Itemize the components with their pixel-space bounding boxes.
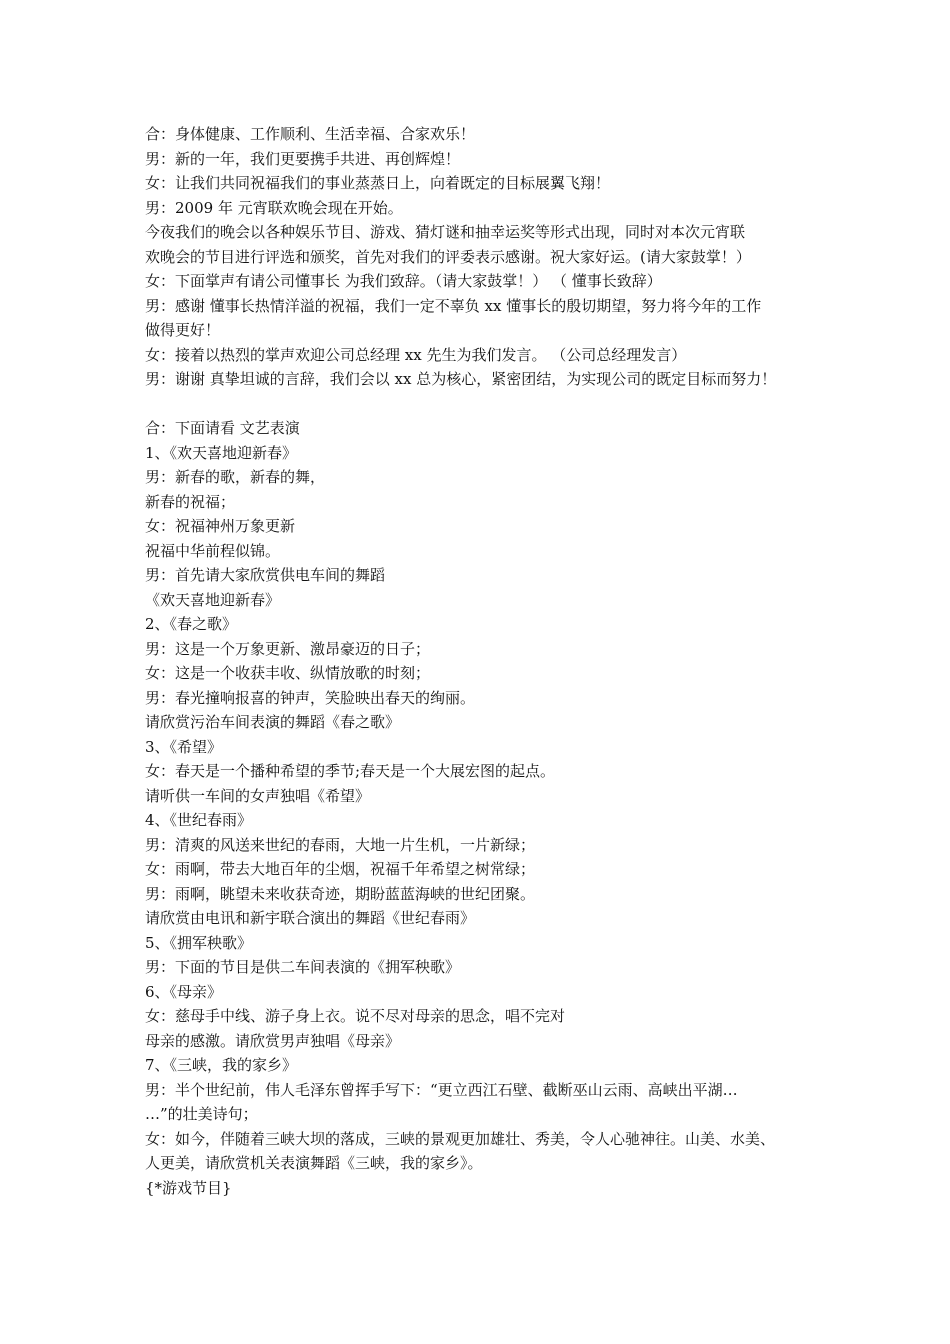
text-line: 女：让我们共同祝福我们的事业蒸蒸日上，向着既定的目标展翼飞翔！ xyxy=(145,174,611,192)
text-line: 祝福中华前程似锦。 xyxy=(145,541,281,560)
program-title: 5、《拥军秧歌》 xyxy=(145,933,253,952)
text-line: 男：新的一年，我们更要携手共进、再创辉煌！ xyxy=(145,149,461,168)
text-line: 男：半个世纪前，伟人毛泽东曾挥手写下：“更立西江石壁、截断巫山云雨、高峡出平湖… xyxy=(145,1080,738,1099)
text-line: 新春的祝福； xyxy=(145,492,236,511)
text-line: 女：春天是一个播种希望的季节;春天是一个大展宏图的起点。 xyxy=(145,762,556,780)
text-line: 女：如今，伴随着三峡大坝的落成，三峡的景观更加雄壮、秀美，令人心驰神往。山美、水美、 xyxy=(145,1129,776,1148)
text-line: 男：首先请大家欣赏供电车间的舞蹈 xyxy=(145,566,386,584)
blank-line xyxy=(145,392,825,417)
text-line: 男：2009 年 元宵联欢晚会现在开始。 xyxy=(145,198,403,217)
text-line: 合：身体健康、工作顺利、生活幸福、合家欢乐！ xyxy=(145,125,476,143)
text-line: 男：清爽的风送来世纪的春雨，大地一片生机，一片新绿； xyxy=(145,835,536,854)
text-line: 做得更好！ xyxy=(145,321,221,339)
text-line: 男：雨啊，眺望未来收获奇迹，期盼蓝蓝海峡的世纪团聚。 xyxy=(145,884,536,903)
section-heading: {*游戏节目} xyxy=(145,1178,232,1197)
section-heading: 合：下面请看 文艺表演 xyxy=(145,419,300,437)
document-body xyxy=(145,122,825,1200)
text-line: 请欣赏污治车间表演的舞蹈《春之歌》 xyxy=(145,713,401,731)
text-line: 《欢天喜地迎新春》 xyxy=(145,590,281,609)
text-line: 女：下面掌声有请公司懂事长 为我们致辞。（请大家鼓掌！） （ 懂事长致辞） xyxy=(145,272,662,290)
text-line: 男：谢谢 真挚坦诚的言辞，我们会以 xx 总为核心，紧密团结，为实现公司的既定目标而努力！ xyxy=(145,370,777,388)
text-line: 今夜我们的晚会以各种娱乐节目、游戏、猜灯谜和抽幸运奖等形式出现，同时对本次元宵联 xyxy=(145,223,746,241)
text-line: 男：春光撞响报喜的钟声，笑脸映出春天的绚丽。 xyxy=(145,688,476,707)
program-title: 1、《欢天喜地迎新春》 xyxy=(145,443,298,462)
program-title: 3、《希望》 xyxy=(145,737,223,756)
text-line: 女：这是一个收获丰收、纵情放歌的时刻； xyxy=(145,664,431,682)
text-line: 女：接着以热烈的掌声欢迎公司总经理 xx 先生为我们发言。 （公司总经理发言） xyxy=(145,345,687,364)
text-line: 男：新春的歌，新春的舞， xyxy=(145,468,326,486)
text-line: 男：下面的节目是供二车间表演的《拥军秧歌》 xyxy=(145,958,461,976)
text-line: 男：感谢 懂事长热情洋溢的祝福，我们一定不辜负 xx 懂事长的殷切期望，努力将今年的工作 xyxy=(145,296,762,315)
text-line: 请欣赏由电讯和新宇联合演出的舞蹈《世纪春雨》 xyxy=(145,909,476,927)
text-line: 女：慈母手中线、游子身上衣。说不尽对母亲的思念，唱不完对 xyxy=(145,1007,566,1025)
text-line: 女：雨啊，带去大地百年的尘烟，祝福千年希望之树常绿； xyxy=(145,860,536,878)
program-title: 2、《春之歌》 xyxy=(145,615,238,633)
text-line: 请听供一车间的女声独唱《希望》 xyxy=(145,786,371,805)
text-line: 欢晚会的节目进行评选和颁奖，首先对我们的评委表示感谢。祝大家好运。(请大家鼓掌！） xyxy=(145,247,751,266)
text-line: …”的壮美诗句； xyxy=(145,1105,258,1123)
text-line: 母亲的感激。请欣赏男声独唱《母亲》 xyxy=(145,1031,401,1050)
text-line: 女：祝福神州万象更新 xyxy=(145,517,296,535)
program-title: 7、《三峡，我的家乡》 xyxy=(145,1056,298,1074)
text-line: 人更美，请欣赏机关表演舞蹈《三峡，我的家乡》。 xyxy=(145,1154,483,1172)
program-title: 6、《母亲》 xyxy=(145,982,223,1001)
text-line: 男：这是一个万象更新、激昂豪迈的日子； xyxy=(145,639,431,658)
program-title: 4、《世纪春雨》 xyxy=(145,811,253,829)
